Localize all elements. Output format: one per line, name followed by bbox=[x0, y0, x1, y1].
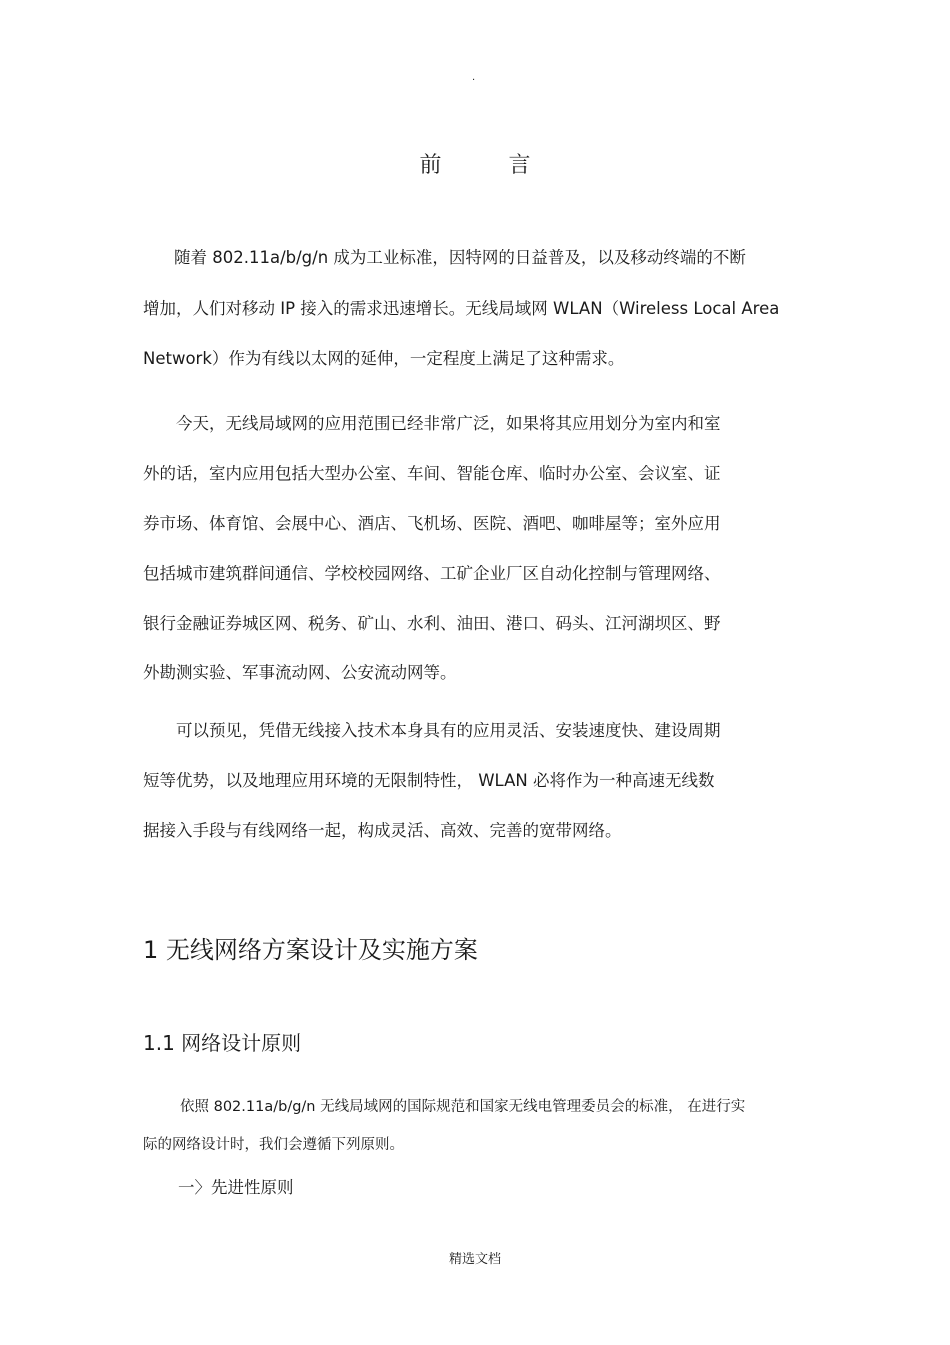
subsection-heading: 1.1 网络设计原则 bbox=[143, 1031, 302, 1055]
page-title: 前 言 bbox=[419, 153, 561, 178]
preface-p1-line-1: 随着 802.11a/b/g/n 成为工业标准，因特网的日益普及，以及移动终端的不断 bbox=[174, 248, 746, 267]
header-dot: . bbox=[472, 72, 476, 83]
preface-p3-line-1: 可以预见，凭借无线接入技术本身具有的应用灵活、安装速度快、建设周期 bbox=[176, 721, 721, 740]
principle-item-1: 一〉先进性原则 bbox=[178, 1178, 294, 1197]
preface-p2-line-3: 券市场、体育馆、会展中心、酒店、飞机场、医院、酒吧、咖啡屋等；室外应用 bbox=[143, 514, 721, 533]
preface-p2-line-5: 银行金融证券城区网、税务、矿山、水利、油田、港口、码头、江河湖坝区、野 bbox=[143, 614, 721, 633]
preface-p2-line-6: 外勘测实验、军事流动网、公安流动网等。 bbox=[143, 663, 457, 682]
subsection-text-line-1: 依照 802.11a/b/g/n 无线局域网的国际规范和国家无线电管理委员会的标准， 在进行实 bbox=[180, 1099, 746, 1115]
preface-p1-line-3: Network）作为有线以太网的延伸，一定程度上满足了这种需求。 bbox=[143, 349, 625, 368]
preface-p3-line-3: 据接入手段与有线网络一起，构成灵活、高效、完善的宽带网络。 bbox=[143, 821, 622, 840]
subsection-text-line-2: 际的网络设计时，我们会遵循下列原则。 bbox=[143, 1137, 404, 1153]
preface-p3-line-2: 短等优势，以及地理应用环境的无限制特性， WLAN 必将作为一种高速无线数 bbox=[143, 771, 715, 790]
preface-p2-line-2: 外的话，室内应用包括大型办公室、车间、智能仓库、临时办公室、会议室、证 bbox=[143, 464, 721, 483]
section-heading: 1 无线网络方案设计及实施方案 bbox=[143, 936, 478, 964]
preface-p1-line-2: 增加，人们对移动 IP 接入的需求迅速增长。无线局域网 WLAN（Wireless Local Area bbox=[143, 299, 780, 318]
preface-p2-line-4: 包括城市建筑群间通信、学校校园网络、工矿企业厂区自动化控制与管理网络、 bbox=[143, 564, 721, 583]
preface-p2-line-1: 今天，无线局域网的应用范围已经非常广泛，如果将其应用划分为室内和室 bbox=[176, 414, 721, 433]
page-footer: 精选文档 bbox=[448, 1252, 501, 1267]
